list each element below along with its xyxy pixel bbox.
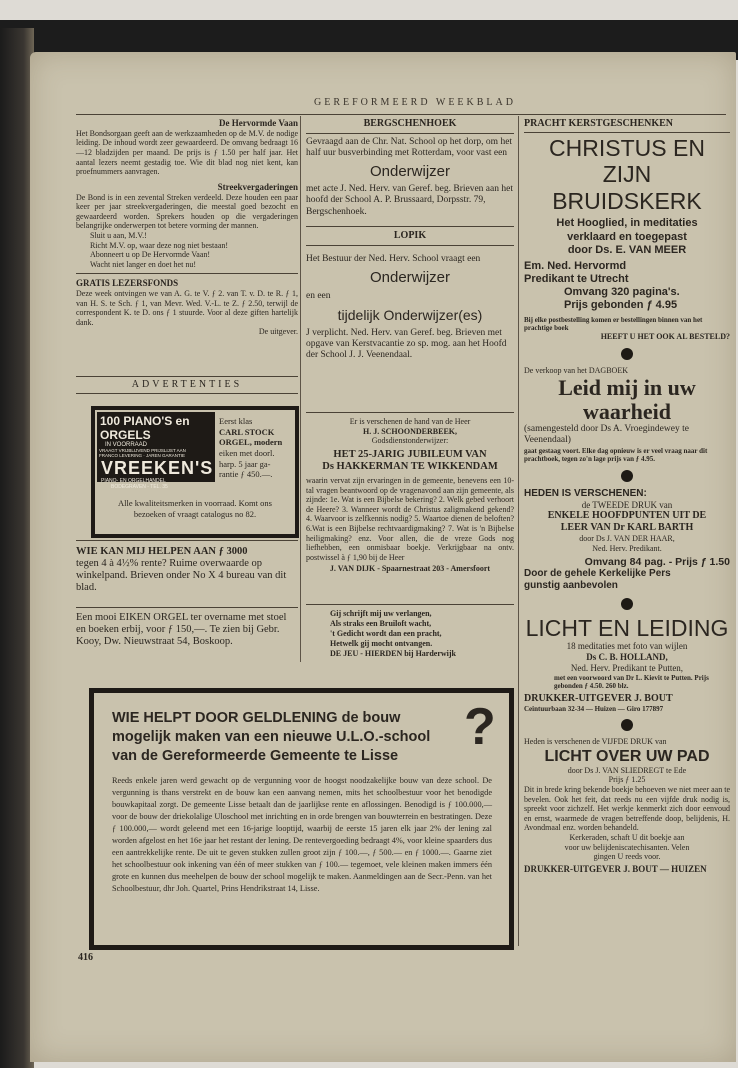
- piano-r2: CARL STOCK: [219, 426, 275, 437]
- bergschenhoek-title: BERGSCHENHOEK: [363, 118, 457, 129]
- enkele-1: ENKELE HOOFDPUNTEN UIT DE: [547, 510, 707, 522]
- meditaties-1: 18 meditaties met foto van wijlen: [566, 641, 688, 652]
- bullet-dot-2: [621, 470, 633, 482]
- hoog-3: door Ds. E. VAN MEER: [567, 243, 687, 256]
- kerkeraden-3: gingen U reeds voor.: [593, 852, 661, 862]
- book-binding: [0, 28, 34, 1068]
- christus-line-1: CHRISTUS EN ZIJN: [549, 135, 705, 188]
- rule-jubileum: [306, 412, 514, 413]
- omvang-1: Omvang 320 pagina's.: [564, 286, 680, 299]
- en-een: en een: [306, 291, 331, 302]
- piano-b1: Alle kwaliteitsmerken in voorraad. Komt ons: [118, 498, 272, 508]
- lisse-school-advert: [89, 688, 514, 950]
- pad-text: Dit in brede kring bekende boekje behoeven we niet meer aan te bevelen. Ook het feit, dat reeds nu een vijfde druk nodig is, spreekt voor zichzelf. Het werkje kenmerkt zich door eenvoud en ernst, waarmede de vragen betreffende doop, belijdenis, H. Avondmaal enz. worden behandeld.: [524, 784, 730, 833]
- onderwijzer-1: Onderwijzer: [369, 162, 451, 180]
- piano-line-5: PIANO- EN ORGELHANDEL: [101, 478, 166, 484]
- piano-r5: harp. 5 jaar ga-: [219, 458, 271, 469]
- piano-r3: ORGEL, modern: [219, 437, 283, 448]
- christus-line-2: BRUIDSKERK: [552, 187, 702, 214]
- jubileum-title-1: HET 25-JARIG JUBILEUM VAN: [333, 448, 487, 460]
- gratis-text: Deze week ontvingen we van A. G. te V. ƒ 2. van T. v. D. te R. ƒ 1, van H. S. te Sch. ƒ 1, van Mevr. Wed. V.-L. te Z. ƒ 2.50, terwijl de correspondent K. te D. ons ƒ 1 stuurde. Voor al deze giften hartelijk dank.: [76, 289, 298, 327]
- orgel-advert: Een mooi EIKEN ORGEL ter overname met stoel en boeken erbij, voor ƒ 150,—. Te zien bij Gebr. Kooy, Dw. Nieuwstraat 54, Boskoop.: [76, 612, 287, 648]
- vaan-title: De Hervormde Vaan: [219, 118, 298, 128]
- door-gehele-2: gunstig aanbevolen: [524, 580, 618, 592]
- piano-advert: [91, 406, 299, 538]
- adv-rule-bottom: [76, 393, 298, 394]
- kerkeraden-1: Kerkeraden, schaft U dit boekje aan: [569, 832, 685, 842]
- slogan-3: Abonneert u op De Hervormde Vaan!: [90, 250, 211, 260]
- piano-line-1: 100 PIANO'S en ORGELS: [100, 414, 190, 442]
- question-mark: ?: [464, 698, 496, 756]
- vreekens-logo: VREEKEN'S: [101, 458, 214, 478]
- piano-line-4: FRANCO LEVERING · JAREN GARANTIE: [99, 453, 186, 458]
- streek-title: Streekvergaderingen: [217, 181, 298, 192]
- door-gehele-1: Door de gehele Kerkelijke Pers: [524, 568, 671, 580]
- sliedregt-1: door Ds J. VAN SLIEDREGT te Ede: [567, 765, 687, 775]
- schoon-l2: H. J. SCHOONDERBEEK,: [362, 426, 457, 436]
- meditaties-3: Ned. Herv. Predikant te Putten,: [570, 663, 684, 673]
- drukker-1: DRUKKER-UITGEVER J. BOUT: [524, 692, 673, 704]
- lopik-title: LOPIK: [393, 229, 427, 241]
- slogan-1: Sluit u aan, M.V.!: [90, 230, 147, 240]
- poem-3: 't Gedicht wordt dan een pracht,: [330, 629, 442, 638]
- gratis-sign: De uitgever.: [258, 327, 298, 337]
- rule-orgel: [76, 607, 298, 608]
- header-rule: [76, 114, 726, 115]
- berg-intro: Gevraagd aan de Chr. Nat. School op het dorp, om het half uur busverbinding met Rotterdam, voor vast een: [306, 137, 513, 159]
- enkele-2: LEER VAN Dr KARL BARTH: [560, 522, 694, 534]
- omvang-2: Omvang 84 pag. - Prijs ƒ 1.50: [584, 555, 730, 568]
- lisse-body: Reeds enkele jaren werd gewacht op de vergunning voor de hoogst noodzakelijke bouw van deze school. De vergunning is thans verstrekt en de bouw kan een aanvang nemen, mits het schoolbestuur voor het benodigde bouwkapitaal zorgt. De gemeente Lisse betaalt dan de jaarlijkse rente en aflossingen. Benodigd is ƒ 100.000,— voor de bouw der driekolalige Uloschool met inrichting en in orde brengen van bouwterrein en bestratingen. Deze ƒ 100.000,— wordt geleend met een 16-jarige looptijd, waarbij de eerste 15 jaren elk jaar 2% der lening zal worden afgelost en het 16e jaar het restant der lening. De rentevergoeding bedraagt 4%, voor kleine spaarders dus een aantrekkelijke rente. De uit te geven stukken zullen groot zijn ƒ 100.—, ƒ 500.— en ƒ 1000.—. Gaarne ziet het schoolbestuur ook inkening van één of meer stukken van ƒ 100.— tegemoet, vele kleinen maken immers één grote en kunnen dus meehelpen de bouw der school mogelijk te maken. Aanmeldingen aan de Secr.-Penn. van het Schoolbestuur, dhr Joh. Quartel, Prins Hendrikstraat 14, Lisse.: [112, 776, 492, 894]
- piano-bottom-text: [99, 498, 291, 520]
- column-divider-2: [518, 116, 519, 946]
- jubileum-address: J. VAN DIJK - Spaarnestraat 203 - Amersfoort: [329, 564, 491, 574]
- poem-advert: [330, 609, 514, 659]
- piano-r6: rantie ƒ 450.—.: [219, 469, 273, 480]
- lopik-text: J verplicht. Ned. Herv. van Geref. beg. Brieven met opgave van Kerstvacantie zo sp. mog. aan het Hoofd der School J. J. Veenendaal.: [306, 327, 507, 361]
- lisse-title-1: WIE HELPT DOOR GELDLENING de bouw: [112, 710, 401, 726]
- meditaties-4: met een voorwoord van Dr L. Kievit te Putten. Prijs gebonden ƒ 4.50. 260 blz.: [554, 673, 709, 691]
- verkoop: De verkoop van het DAGBOEK: [524, 366, 628, 375]
- lisse-title-3: van de Gereformeerde Gemeente te Lisse: [112, 747, 399, 764]
- newspaper-header: GEREFORMEERD WEEKBLAD: [314, 97, 516, 108]
- piano-r1: Eerst klas: [219, 416, 253, 426]
- vijfde-druk: Heden is verschenen de VIJFDE DRUK van: [524, 736, 667, 746]
- vaan-text: Het Bondsorgaan geeft aan de werkzaamheden op de M.V. de nodige leiding. De inhoud wordt zeer gewaardeerd. De omvang bedraagt 16—12 bladzijden per maand. De prijs is ƒ 1.50 per half jaar. Het aantal lezers neemt gestadig toe. Wie dit blad nog niet kent, kan proefnummers aanvragen.: [76, 128, 298, 177]
- heeft-u: HEEFT U HET OOK AL BESTELD?: [600, 332, 730, 342]
- rule-help: [76, 540, 298, 541]
- sliedregt-2: Prijs ƒ 1.25: [608, 775, 646, 785]
- tweede-druk: de TWEEDE DRUK van: [581, 499, 673, 510]
- piano-right-text: [219, 416, 291, 480]
- piano-b2: bezoeken of vraagt catalogus no 82.: [133, 509, 257, 520]
- help-text: tegen 4 à 4½% rente? Ruime overwaarde op winkelpand. Brieven onder No X 4 bureau van dit blad.: [76, 558, 287, 594]
- poem-1: Gij schrijft mij uw verlangen,: [330, 609, 432, 618]
- slogan-2: Richt M.V. op, waar deze nog niet bestaan!: [90, 240, 229, 250]
- column-1-notices: [76, 118, 298, 337]
- ned-herv: Ned. Herv. Predikant.: [592, 543, 662, 553]
- em-1: Em. Ned. Hervormd: [524, 259, 627, 272]
- bij-postbestelling: Bij elke postbestelling komen er bestellingen binnen van het prachtige boek: [524, 315, 703, 333]
- piano-line-3: VRAAGT VRIJBLIJVEND PRIJSLIJST AAN: [99, 448, 186, 453]
- licht-en-leiding: LICHT EN LEIDING: [525, 615, 729, 642]
- lisse-title-2: mogelijk maken van een nieuwe U.L.O.-school: [112, 728, 431, 745]
- poem-4: Hetwelk gij mocht ontvangen.: [330, 639, 433, 648]
- jubileum-text: waarin vervat zijn ervaringen in de gemeente, benevens een 10-tal vragen beantwoord op de vragenavond aan zijn gemeente, als zijnde: 1e. Wat is een Bijbelse bekering? 2. Welk gebed verhoort de Heere? 3. Wanneer wordt de Christus zaligmakend gekend? 4. Waarvoor is zelfkennis nodig? 5. Waartoe dienen de beloften? 6.Wat is een Bijbelse rechtvaardigmaking? 7. Wat is 'n Bijbelse heiligmaking? enz. Voor allen, die de vreze Gods nog liefhebben, een onmisbaar boekje. Verkrijgbaar na ontv. postwissel à ƒ 1,90 bij de Heer: [306, 475, 514, 562]
- help-title: WIE KAN MIJ HELPEN AAN ƒ 3000: [76, 546, 248, 557]
- bullet-dot-4: [621, 719, 633, 731]
- bullet-dot-3: [621, 598, 633, 610]
- piano-r4: eiken met doorl.: [219, 447, 275, 458]
- schoon-l3: Godsdienstonderwijzer:: [371, 436, 449, 446]
- page-number: 416: [78, 952, 93, 963]
- lopik-intro: Het Bestuur der Ned. Herv. School vraagt een: [306, 253, 481, 264]
- piano-line-2: IN VOORRAAD: [105, 442, 148, 448]
- meditaties-2: Ds C. B. HOLLAND,: [586, 652, 668, 663]
- licht-over-uw-pad: LICHT OVER UW PAD: [544, 747, 710, 765]
- poem-2: Als straks een Bruiloft wacht,: [330, 619, 432, 628]
- column-3-books: [524, 118, 730, 874]
- kerkeraden-2: voor uw belijdeniscatechisanten. Velen: [564, 842, 690, 852]
- rule-poem: [306, 604, 514, 605]
- adv-rule-top: [76, 376, 298, 377]
- poem-5: DE JEU - HIERDEN bij Harderwijk: [330, 649, 457, 658]
- drukker-2: DRUKKER-UITGEVER J. BOUT — HUIZEN: [524, 863, 707, 874]
- schoon-l1: Er is verschenen de hand van de Heer: [349, 417, 471, 426]
- onderwijzer-2: Onderwijzer: [369, 269, 451, 287]
- slogan-4: Wacht niet langer en doet het nu!: [90, 259, 196, 269]
- hoog-2: verklaard en toegepast: [567, 230, 687, 243]
- advertenties-title: ADVERTENTIES: [131, 379, 243, 390]
- prijs-1: Prijs gebonden ƒ 4.95: [564, 299, 678, 312]
- berg-text: met acte J. Ned. Herv. van Geref. beg. Brieven aan het hoofd der School A. P. Brussaard, Dorpsstr. 79, Bergschenhoek.: [306, 183, 513, 217]
- drukker-address: Ceintuurbaan 32-34 — Huizen — Giro 177897: [524, 704, 664, 713]
- leid-mij-title: Leid mij in uw waarheid: [558, 374, 696, 424]
- column-divider-1: [300, 116, 301, 662]
- em-2: Predikant te Utrecht: [524, 273, 629, 286]
- help-advert: [76, 546, 298, 594]
- samengesteld: (samengesteld door Ds A. Vroegindewey te Veenendaal): [524, 423, 689, 446]
- jubileum-title-2: Ds HAKKERMAN TE WIKKENDAM: [322, 461, 498, 473]
- column-2-vacancies: [306, 118, 514, 362]
- jubileum-advert: [306, 417, 514, 574]
- door-van-der-haar: door Ds J. VAN DER HAAR,: [579, 534, 675, 544]
- lisse-title: [112, 709, 462, 766]
- hoog-1: Het Hooglied, in meditaties: [556, 217, 698, 230]
- heden-verschenen: HEDEN IS VERSCHENEN:: [524, 487, 647, 499]
- onderwijzer-3: tijdelijk Onderwijzer(es): [337, 306, 483, 323]
- bullet-dot-1: [621, 348, 633, 360]
- gratis-title: GRATIS LEZERSFONDS: [76, 278, 179, 289]
- pracht-title: PRACHT KERSTGESCHENKEN: [524, 118, 674, 129]
- piano-advert-black-panel: [97, 412, 215, 490]
- piano-line-6: BODEGRAVEN - TEL. 35: [111, 484, 168, 490]
- gaat-gestaag: gaat gestaag voort. Elke dag opnieuw is er veel vraag naar dit prachtboek, tegen zo'n lage prijs van ƒ 4.95.: [524, 446, 708, 464]
- streek-text: De Bond is in een zevental Streken verdeeld. Deze houden een paar keer per jaar streekvergaderingen, die meestal goed bezocht en gewaardeerd worden. Sprekers houden op die vergaderingen belangrijke onderwerpen tot betere vorming der mannen.: [76, 192, 298, 231]
